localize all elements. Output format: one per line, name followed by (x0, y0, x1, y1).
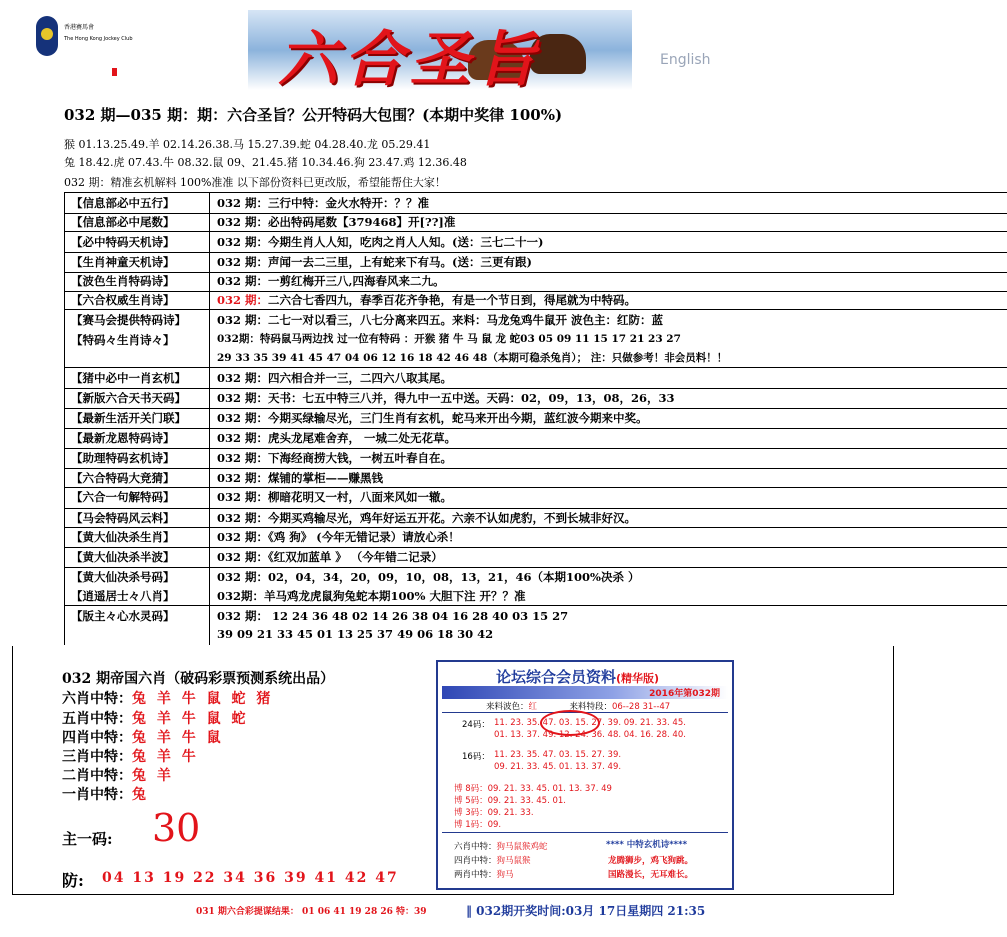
code16-label: 16码： (462, 752, 490, 762)
card-title-text: 论坛综合会员资料 (496, 668, 617, 686)
row-label: 【信息部必中五行】 (71, 196, 175, 210)
row-label: 【黄大仙决杀半波】 (71, 550, 175, 564)
zodiac-pick-row (62, 708, 249, 728)
card-edition: (精华版) (616, 672, 660, 685)
main-number-label: 主一码: (62, 830, 113, 848)
six-pick-label: 六肖中特： (454, 842, 497, 852)
code16-line: 09. 21. 33. 45. 01. 13. 37. 49. (494, 762, 622, 772)
row-label: 【六合特码大竞猜】 (71, 471, 175, 485)
row-label: 【波色生肖特码诗】 (71, 274, 175, 288)
two-pick-label: 两肖中特： (454, 870, 497, 880)
main-number-value: 30 (152, 806, 201, 850)
panel-border (893, 646, 894, 894)
source-range-label: 来料特段： (569, 702, 612, 712)
backup-numbers-label: 防: (62, 871, 84, 890)
prediction-table (64, 192, 1007, 645)
pick-label: 六肖中特： (62, 691, 132, 707)
row-content: 032 期：柳暗花明又一村，八面来风如一辙。 (217, 490, 453, 504)
intro-headline: 032 期—035 期：期：六合圣旨？公开特码大包围？(本期中奖律 100%) (64, 106, 563, 124)
bet-3-codes: 博 3码：09. 21. 33. (454, 808, 534, 818)
zodiac-number-list: 兔 18.42.虎 07.43.牛 08.32.鼠 09、21.45.猪 10.34.46.狗 23.47.鸡 12.36.48 (64, 156, 467, 169)
row-content: 032 期：《鸡 狗》 (今年无错记录）请放心杀！ (217, 530, 460, 544)
row-divider (65, 408, 1007, 409)
row-content: 032期：羊马鸡龙虎鼠狗兔蛇本期100% 大胆下注 开？？准 (217, 589, 526, 603)
row-label: 【六合一句解特码】 (71, 490, 175, 504)
row-label: 【猪中必中一肖玄机】 (71, 371, 186, 385)
zodiac-pick-row (62, 746, 199, 766)
row-divider (65, 388, 1007, 389)
row-text: 二六合七香四九，春季百花齐争艳，有是一个节日到，得尾就为中特码。 (268, 293, 637, 307)
card-poem-line: 龙腾狮步，鸡飞狗跳。 (608, 856, 694, 866)
bet-8-codes: 博 8码：09. 21. 33. 45. 01. 13. 37. 49 (454, 784, 612, 794)
logo-english-name: The Hong Kong Jockey Club (64, 36, 133, 42)
card-four-pick (454, 854, 531, 866)
row-label: 【赛马会提供特码诗】 (71, 313, 186, 327)
zodiac-pick-row (62, 688, 273, 708)
pick-value: 兔 羊 牛 鼠 蛇 (132, 711, 249, 727)
six-zodiac-title: 032 期帝国六肖（破码彩票预测系统出品） (62, 671, 335, 687)
code24-line: 01. 13. 37. 49. 12. 24. 36. 48. 04. 16. 28. 40. (494, 730, 686, 740)
site-title: 六合圣旨 (278, 25, 542, 90)
row-divider (65, 605, 1007, 606)
card-title (496, 666, 659, 687)
row-content: 032 期：《红双加蓝单 》 （今年错二记录） (217, 550, 443, 564)
row-divider (65, 272, 1007, 273)
row-divider (65, 527, 1007, 528)
pick-label: 二肖中特： (62, 768, 132, 784)
row-content: 032 期：三行中特：金火水特开：？？准 (217, 196, 430, 210)
pick-value: 兔 羊 (132, 768, 174, 784)
card-poem-line: 国路漫长，无耳难长。 (608, 870, 694, 880)
row-divider (65, 367, 1007, 368)
jockey-club-emblem-icon (36, 16, 58, 56)
row-label: 【新版六合天书天码】 (71, 391, 186, 405)
intro-notice: 032 期：精准玄机解料 100%准准 以下部份资料已更改版，希望能帮住大家！ (64, 176, 446, 189)
pick-label: 五肖中特： (62, 711, 132, 727)
row-content: 032 期：声闻一去二三里，上有蛇来下有马。(送：三更有跟) (217, 255, 532, 269)
row-content: 032 期：02，04，34，20，09，10，08，13，21，46（本期100%决杀 ） (217, 570, 640, 584)
backup-numbers-value: 04 13 19 22 34 36 39 41 42 47 (102, 870, 399, 886)
row-content: 032 期：虎头龙尾难舍弃， 一城二处无花草。 (217, 431, 457, 445)
pick-label: 一肖中特： (62, 787, 132, 803)
english-link[interactable]: English (660, 52, 711, 68)
row-divider (65, 508, 1007, 509)
row-content: 29 33 35 39 41 45 47 04 06 12 16 18 42 46 48（本期可稳杀兔肖）； 注：只做参考！非会员料！！ (217, 352, 728, 364)
row-content: 032 期：天书：七五中特三八并，得九中一五中送。天码：02，09，13，08，26，33 (217, 391, 675, 405)
zodiac-pick-row (62, 765, 174, 785)
pick-label: 三肖中特： (62, 749, 132, 765)
source-color-value: 红 (528, 702, 538, 712)
four-pick-label: 四肖中特： (454, 856, 497, 866)
six-pick-value: 狗马鼠猴鸡蛇 (496, 842, 548, 852)
row-divider (65, 309, 1007, 310)
row-label: 【六合权威生肖诗】 (71, 293, 175, 307)
row-divider (65, 213, 1007, 214)
pick-value: 兔 羊 牛 (132, 749, 199, 765)
row-content: 032 期：四六相合并一三，二四六八取其尾。 (217, 371, 453, 385)
title-banner (248, 10, 632, 90)
row-content (217, 292, 636, 308)
row-divider (65, 231, 1007, 232)
zodiac-pick-row (62, 727, 224, 747)
row-divider (65, 428, 1007, 429)
card-issue-bar (442, 686, 728, 699)
row-content: 032期：特码鼠马两边找 过一位有特码 ：开猴 猪 牛 马 鼠 龙 蛇03 05 09 11 15 17 21 23 27 (217, 333, 681, 345)
row-label: 【黄大仙决杀号码】 (71, 570, 175, 584)
zodiac-pick-row (62, 784, 149, 804)
row-content: 032 期： 12 24 36 48 02 14 26 38 04 16 28 40 03 15 27 (217, 609, 569, 623)
logo-chinese-name: 香港賽馬會 (64, 24, 95, 31)
next-draw-time: ‖ 032期开奖时间:03月 17日星期四 21:35 (466, 904, 706, 918)
row-label: 【最新生活开关门联】 (71, 411, 186, 425)
row-content: 032 期：今期生肖人人知，吃肉之肖人人知。(送：三七二十一) (217, 235, 544, 249)
bet-5-codes: 博 5码：09. 21. 33. 45. 01. (454, 796, 567, 806)
period-prefix: 032 期： (217, 293, 269, 307)
row-content: 032 期：必出特码尾数【379468】开[??]准 (217, 215, 456, 229)
decorative-mark (112, 68, 117, 76)
jockey-club-logo[interactable] (36, 16, 133, 72)
row-content: 032 期：二七一对以看三，八七分离来四五。来料：马龙兔鸡牛鼠开 波色主：红防：蓝 (217, 313, 664, 327)
row-label: 【马会特码风云料】 (71, 511, 175, 525)
row-label: 【助理特码玄机诗】 (71, 451, 175, 465)
pick-value: 兔 (132, 787, 149, 803)
zodiac-number-list: 猴 01.13.25.49.羊 02.14.26.38.马 15.27.39.蛇 04.28.40.龙 05.29.41 (64, 138, 431, 151)
row-label: 【黄大仙决杀生肖】 (71, 530, 175, 544)
row-content: 032 期：今期买鸡输尽光，鸡年好运五开花。六亲不认如虎豹，不到长城非好汉。 (217, 511, 637, 525)
forum-member-card[interactable] (436, 660, 734, 890)
card-six-pick (454, 840, 548, 852)
row-label: 【逍遥居士々八肖】 (71, 589, 175, 603)
row-divider (65, 468, 1007, 469)
pick-label: 四肖中特： (62, 730, 132, 746)
two-pick-value: 狗马 (496, 870, 514, 880)
pick-value: 兔 羊 牛 鼠 蛇 猪 (132, 691, 274, 707)
row-content: 032 期：一剪红梅开三八,四海春风来二九。 (217, 274, 445, 288)
row-divider (65, 547, 1007, 548)
row-label: 【必中特码天机诗】 (71, 235, 175, 249)
card-issue: 2016年第032期 (649, 689, 720, 699)
four-pick-value: 狗马鼠猴 (496, 856, 531, 866)
row-content: 032 期：煤铺的掌柜——赚黑钱 (217, 471, 384, 485)
row-content: 032 期：今期买绿输尽光，三门生肖有玄机，蛇马来开出今期，蓝红波今期来中奖。 (217, 411, 648, 425)
row-label: 【生肖神童天机诗】 (71, 255, 175, 269)
row-content: 39 09 21 33 45 01 13 25 37 49 06 18 30 42 (217, 627, 494, 641)
row-label: 【信息部必中尾数】 (71, 215, 175, 229)
table-column-divider (209, 193, 210, 645)
card-two-pick (454, 868, 514, 880)
bet-1-code: 博 1码：09. (454, 820, 502, 830)
row-divider (65, 252, 1007, 253)
page-header (0, 0, 1007, 100)
row-content: 032 期：下海经商捞大钱，一树五叶春自在。 (217, 451, 453, 465)
source-color-label: 来料波色： (486, 702, 529, 712)
code24-label: 24码： (462, 720, 490, 730)
row-divider (65, 448, 1007, 449)
row-label: 【最新龙恩特码诗】 (71, 431, 175, 445)
row-label: 【版主々心水灵码】 (71, 609, 175, 623)
pick-value: 兔 羊 牛 鼠 (132, 730, 224, 746)
code16-line: 11. 23. 35. 47. 03. 15. 27. 39. (494, 750, 622, 760)
last-draw-result: 031 期六合彩提谋结果： 01 06 41 19 28 26 特：39 (196, 907, 427, 917)
source-range-value: 06--28 31--47 (611, 702, 671, 712)
row-divider (65, 487, 1007, 488)
card-divider (442, 832, 728, 833)
card-poem-header: **** 中特玄机诗**** (606, 840, 688, 850)
code24-line: 11. 23. 35. 47. 03. 15. 27. 39. 09. 21. 33. 45. (494, 718, 686, 728)
row-divider (65, 567, 1007, 568)
row-label: 【特码々生肖诗々】 (71, 333, 175, 347)
